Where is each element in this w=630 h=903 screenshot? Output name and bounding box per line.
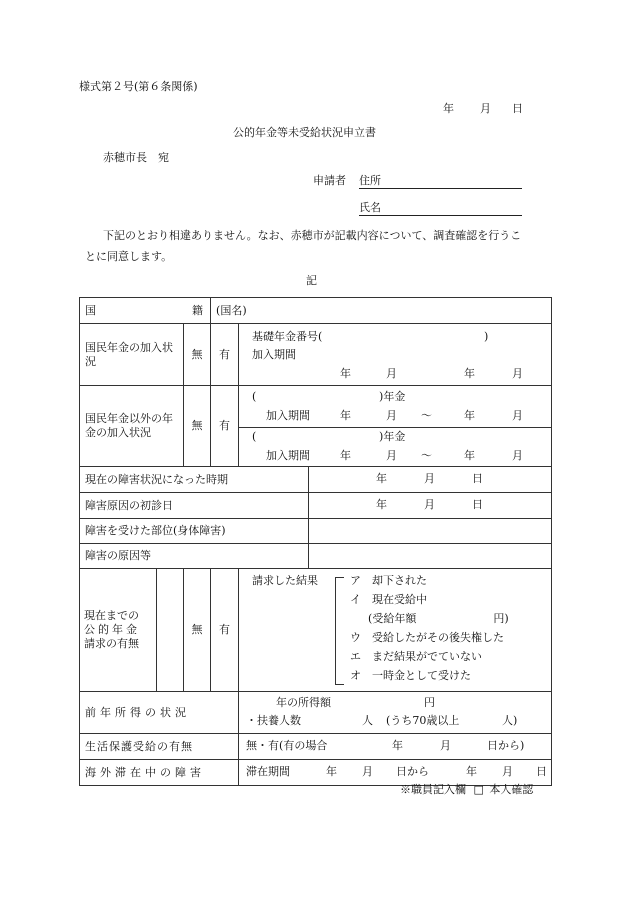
welfare-month: 月 — [440, 739, 452, 752]
option-e-text: まだ結果がでていない — [372, 650, 483, 663]
nationality-label-b: 籍 — [192, 303, 204, 317]
other-pension-no[interactable]: 無 — [184, 386, 211, 467]
abroad-year-1: 年 — [326, 765, 338, 778]
option-u-letter: ウ — [350, 631, 362, 644]
row-cause — [80, 544, 552, 569]
claim-label — [80, 569, 157, 692]
np-month-1: 月 — [386, 367, 398, 380]
first-visit-value[interactable] — [309, 493, 552, 519]
op2-month-2: 月 — [512, 449, 524, 462]
op1-year-2: 年 — [464, 409, 476, 422]
row-national-pension — [80, 324, 552, 386]
welfare-choice: 無・有(有の場合 — [246, 739, 328, 752]
ki-heading: 記 — [306, 274, 317, 287]
claim-no[interactable]: 無 — [184, 569, 211, 692]
op1-tilde: 〜 — [421, 409, 433, 422]
staff-entry-area — [400, 783, 533, 797]
dependents-label: ・扶養人数 — [246, 714, 302, 727]
option-o[interactable] — [350, 669, 471, 683]
basic-pension-close: ) — [484, 330, 489, 343]
dt-day: 日 — [472, 472, 484, 485]
option-o-text: 一時金として受けた — [372, 669, 472, 682]
row-first-visit — [80, 493, 552, 519]
addressee: 赤穂市長 宛 — [103, 151, 169, 164]
application-table — [79, 297, 552, 786]
option-i-text: 現在受給中 — [372, 593, 428, 606]
nationality-label-a: 国 — [85, 303, 96, 317]
body-part-label: 障害を受けた部位(身体障害) — [80, 519, 309, 544]
op1-year-1: 年 — [340, 409, 352, 422]
welfare-value[interactable] — [239, 734, 552, 760]
np-month-2: 月 — [512, 367, 524, 380]
op2-nenkin: )年金 — [379, 430, 406, 443]
fv-month: 月 — [424, 498, 436, 511]
income-value[interactable] — [239, 692, 552, 734]
statement-line-1: 下記のとおり相違ありません。なお、赤穂市が記載内容について、調査確認を行うこ — [103, 229, 522, 242]
address-label: 住所 — [359, 174, 522, 189]
other-pension-label: 国民年金以外の年金の加入状況 — [80, 386, 184, 467]
row-body-part — [80, 519, 552, 544]
welfare-year: 年 — [392, 739, 404, 752]
option-o-letter: オ — [350, 669, 362, 682]
option-e[interactable] — [350, 650, 482, 664]
op2-tilde: 〜 — [421, 449, 433, 462]
op1-period-label: 加入期間 — [266, 409, 311, 422]
claim-spacer — [157, 569, 184, 692]
income-yen: 円 — [424, 696, 436, 709]
statement-line-2: とに同意します。 — [85, 250, 173, 263]
op1-open: ( — [252, 390, 257, 403]
claim-result-label: 請求した結果 — [252, 574, 319, 587]
claim-bracket — [335, 577, 344, 685]
np-year-1: 年 — [340, 367, 352, 380]
applicant-label: 申請者 — [313, 174, 346, 187]
body-part-value[interactable] — [309, 519, 552, 544]
document-title: 公的年金等未受給状況申立書 — [233, 126, 376, 139]
dependents-over70: (うち70歳以上 — [386, 714, 460, 727]
claim-label-line-3: 請求の有無 — [84, 637, 139, 650]
abroad-value[interactable] — [239, 760, 552, 786]
row-income — [80, 692, 552, 734]
claim-yes[interactable]: 有 — [211, 569, 239, 692]
income-amount-label: 年の所得額 — [276, 696, 332, 709]
dt-month: 月 — [424, 472, 436, 485]
claim-label-line-1: 現在までの — [84, 609, 139, 622]
identity-checkbox[interactable]: □ — [473, 783, 484, 796]
income-label: 前年所得の状況 — [80, 692, 239, 734]
op2-year-2: 年 — [464, 449, 476, 462]
welfare-day: 日から) — [487, 739, 525, 752]
np-year-2: 年 — [464, 367, 476, 380]
dependents-nin: 人 — [362, 714, 374, 727]
dependents-nin-2: 人) — [502, 714, 518, 727]
row-disability-time — [80, 467, 552, 493]
op2-open: ( — [252, 430, 257, 443]
option-e-letter: エ — [350, 650, 362, 663]
claim-results — [239, 569, 552, 692]
identity-check-label: 本人確認 — [489, 783, 534, 796]
op1-nenkin: )年金 — [379, 390, 406, 403]
row-welfare — [80, 734, 552, 760]
national-pension-no[interactable]: 無 — [184, 324, 211, 386]
date-day: 日 — [512, 102, 523, 115]
option-u-text: 受給したがその後失権した — [372, 631, 505, 644]
option-a[interactable] — [350, 574, 427, 588]
fv-day: 日 — [472, 498, 484, 511]
name-label: 氏名 — [359, 201, 522, 216]
abroad-month-2: 月 — [502, 765, 514, 778]
op2-period-label: 加入期間 — [266, 449, 311, 462]
staff-entry-label: ※職員記入欄 — [400, 783, 466, 796]
first-visit-label: 障害原因の初診日 — [80, 493, 309, 519]
option-u[interactable] — [350, 631, 504, 645]
cause-value[interactable] — [309, 544, 552, 569]
national-pension-label: 国民年金の加入状況 — [80, 324, 184, 386]
address-field[interactable] — [359, 174, 522, 189]
nationality-value[interactable]: (国名) — [211, 298, 552, 324]
cause-label: 障害の原因等 — [80, 544, 309, 569]
name-field[interactable] — [359, 201, 522, 216]
dt-year: 年 — [376, 472, 388, 485]
option-i[interactable] — [350, 593, 427, 607]
option-a-letter: ア — [350, 574, 362, 587]
op2-year-1: 年 — [340, 449, 352, 462]
claim-label-line-2: 公的年金 — [84, 623, 140, 636]
op2-month-1: 月 — [386, 449, 398, 462]
disability-time-value[interactable] — [309, 467, 552, 493]
row-nationality — [80, 298, 552, 324]
disability-time-label: 現在の障害状況になった時期 — [80, 467, 309, 493]
national-pension-details — [239, 324, 552, 386]
date-month: 月 — [480, 102, 491, 115]
abroad-day-1: 日から — [396, 765, 430, 778]
option-a-text: 却下された — [372, 574, 428, 587]
date-year: 年 — [443, 102, 454, 115]
form-number: 様式第２号(第６条関係) — [79, 80, 198, 93]
op1-month-2: 月 — [512, 409, 524, 422]
other-pension-entry-1[interactable] — [239, 386, 552, 428]
abroad-day-2: 日 — [536, 765, 548, 778]
row-claim — [80, 569, 552, 692]
op1-month-1: 月 — [386, 409, 398, 422]
other-pension-yes[interactable]: 有 — [211, 386, 239, 467]
other-pension-entry-2[interactable] — [239, 428, 552, 467]
national-pension-yes[interactable]: 有 — [211, 324, 239, 386]
row-abroad — [80, 760, 552, 786]
option-i-amount: (受給年額 円) — [368, 612, 509, 625]
row-other-pension-a — [80, 386, 552, 428]
option-i-letter: イ — [350, 593, 362, 606]
abroad-month-1: 月 — [362, 765, 374, 778]
welfare-label: 生活保護受給の有無 — [80, 734, 239, 760]
abroad-period-label: 滞在期間 — [246, 765, 291, 778]
abroad-label: 海外滞在中の障害 — [80, 760, 239, 786]
abroad-year-2: 年 — [466, 765, 478, 778]
basic-pension-number-label: 基礎年金番号( — [252, 330, 323, 343]
national-period-label: 加入期間 — [252, 348, 297, 361]
fv-year: 年 — [376, 498, 388, 511]
